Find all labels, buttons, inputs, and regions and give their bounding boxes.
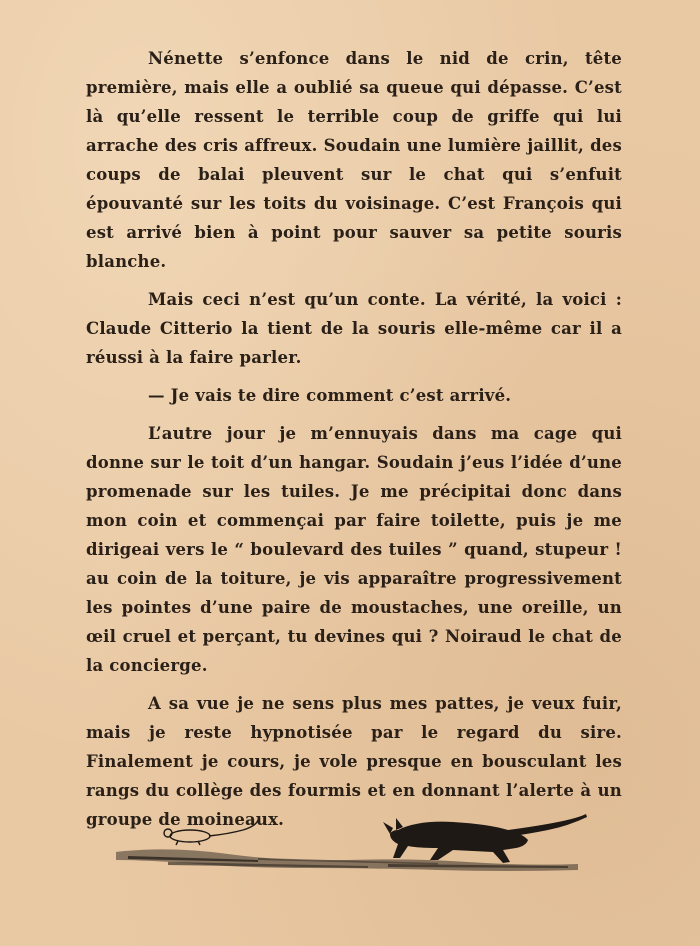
paragraph-5: A sa vue je ne sens plus mes pattes, je veux fuir, mais je reste hypnotisée par le regard du sire. Finalement je cours, je vole presque en bousculant les rangs du collège des fourmis et en donnant l’alerte à un groupe de moineaux. xyxy=(86,694,622,829)
mouse-cat-illustration xyxy=(108,800,598,890)
paragraph-4: L’autre jour je m’ennuyais dans ma cage qui donne sur le toit d’un hangar. Soudain j’eus l’idée d’une promenade sur les tuiles. Je me précipitai donc dans mon coin et commençai par faire toilette, puis je me dirigeai vers le “ boulevard des tuiles ” quand, stupeur ! au coin de la toiture, je vis apparaître progressivement les pointes d’une paire de moustaches, une oreille, un œil cruel et perçant, tu devines qui ? Noiraud le chat de la concierge. xyxy=(86,424,622,675)
story-text xyxy=(86,44,622,843)
paragraph-2: Mais ceci n’est qu’un conte. La vérité, la voici : Claude Citterio la tient de la souris elle-même car il a réussi à la faire parler. xyxy=(86,290,622,367)
paragraph-3-dialogue: — Je vais te dire comment c’est arrivé. xyxy=(148,386,512,405)
paragraph-1: Nénette s’enfonce dans le nid de crin, tête première, mais elle a oublié sa queue qui dépasse. C’est là qu’elle ressent le terrible coup de griffe qui lui arrache des cris affreux. Soudain une lumière jaillit, des coups de balai pleuvent sur le chat qui s’enfuit épouvanté sur les toits du voisinage. C’est François qui est arrivé bien à point pour sauver sa petite souris blanche. xyxy=(86,49,622,271)
cat-figure xyxy=(383,814,587,863)
mouse-figure xyxy=(164,820,258,845)
